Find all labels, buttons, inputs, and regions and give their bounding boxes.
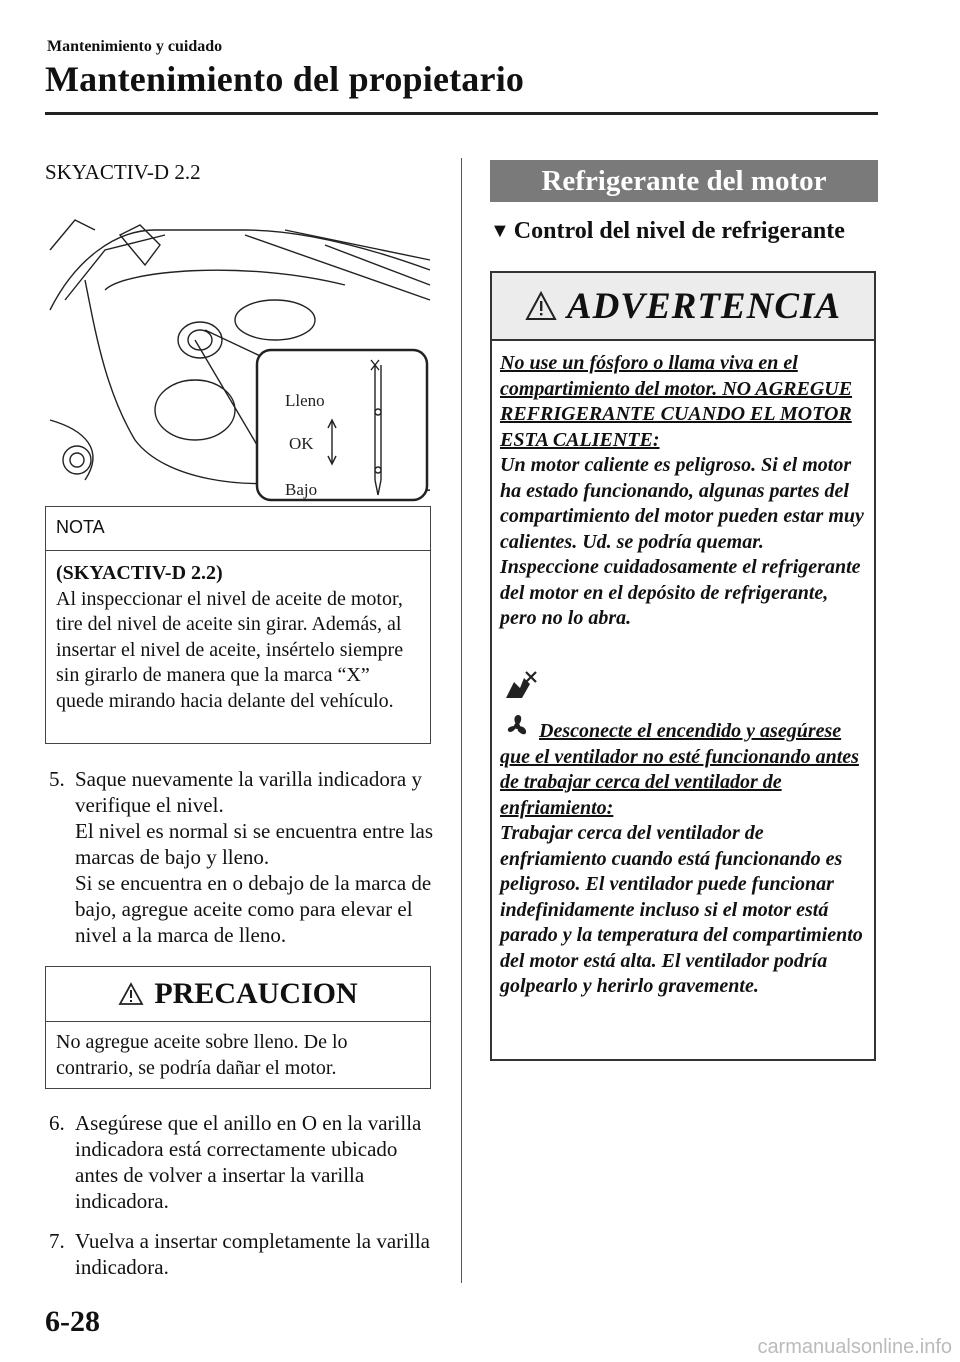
fan-icon: [500, 711, 534, 741]
left-column: [45, 160, 433, 510]
header-rule: [45, 112, 878, 115]
step-7-number: 7.: [49, 1229, 65, 1253]
nota-body: [46, 551, 430, 724]
nota-box: [45, 506, 431, 744]
step-7-text: Vuelva a insertar completamente la varilla indicadora.: [75, 1229, 430, 1279]
bajo-label: Bajo: [285, 480, 318, 499]
section-title-bar: Refrigerante del motor: [490, 160, 878, 202]
ok-label: OK: [289, 434, 314, 453]
triangle-bullet-icon: ▼: [490, 220, 510, 242]
step-5-text-3: Si se encuentra en o debajo de la marca de bajo, agregue aceite como para elevar el nivel a la marca de lleno.: [75, 871, 432, 947]
engine-label: SKYACTIV-D 2.2: [45, 160, 201, 184]
advertencia-p1-heading: No use un fósforo o llama viva en el compartimiento del motor. NO AGREGUE REFRIGERANTE CUANDO EL MOTOR ESTA CALIENTE:: [500, 352, 853, 451]
page-number: 6-28: [45, 1305, 100, 1338]
section-label: Mantenimiento y cuidado: [47, 38, 223, 55]
subsection-heading: [490, 218, 878, 245]
step-6-number: 6.: [49, 1111, 65, 1135]
advertencia-p1-text: Un motor caliente es peligroso. Si el motor ha estado funcionando, algunas partes del compartimiento del motor pueden estar muy calientes. Ud. se podría quemar. Inspeccione cuidadosamente el refrigerante del motor en el depósito de refrigerante, pero no lo abra.: [500, 454, 864, 629]
step-5-text-1: Saque nuevamente la varilla indicadora y verifique el nivel.: [75, 767, 422, 817]
step-5: [45, 766, 435, 948]
advertencia-body: [492, 341, 874, 1010]
step-7: [45, 1228, 435, 1280]
precaucion-title: PRECAUCION: [154, 977, 358, 1010]
advertencia-p2-text: Trabajar cerca del ventilador de enfriamiento cuando está funcionando es peligroso. El ventilador puede funcionar indefinidamente incluso si el motor está parado y la temperatura del compartimiento del motor está alta. El ventilador podría golpearlo y herirlo gravemente.: [500, 822, 863, 997]
precaucion-text: No agregue aceite sobre lleno. De lo contrario, se podría dañar el motor.: [56, 1031, 348, 1079]
warning-triangle-icon: [118, 982, 144, 1006]
engine-illustration: [45, 190, 433, 510]
fan-warning-block: [500, 668, 866, 1000]
step-5-number: 5.: [49, 767, 65, 791]
dipstick-figure: [45, 190, 433, 510]
watermark: carmanualsonline.info: [757, 1336, 952, 1358]
nota-text: Al inspeccionar el nivel de aceite de motor, tire del nivel de aceite sin girar. Además, al insertar el nivel de aceite, insértelo siempre sin girarlo de manera que la marca “X” quede mirando hacia delante del vehículo.: [56, 587, 404, 712]
nota-title: NOTA: [46, 507, 430, 551]
step-6-text: Asegúrese que el anillo en O en la varilla indicadora está correctamente ubicado antes de volver a insertar la varilla indicadora.: [75, 1111, 422, 1213]
column-divider: [461, 158, 462, 1283]
advertencia-title: ADVERTENCIA: [566, 285, 842, 327]
step-6: [45, 1110, 435, 1214]
subsection-title: Control del nivel de refrigerante: [513, 218, 845, 244]
lleno-label: Lleno: [285, 391, 325, 410]
right-column: [490, 160, 878, 245]
nota-sub: (SKYACTIV-D 2.2): [56, 562, 223, 584]
precaucion-header: [46, 967, 430, 1022]
advertencia-header: [492, 273, 874, 341]
step-5-text-2: El nivel es normal si se encuentra entre las marcas de bajo y lleno.: [75, 819, 434, 869]
advertencia-p2-heading: Desconecte el encendido y asegúrese que el ventilador no esté funcionando antes de trabajar cerca del ventilador de enfriamiento:: [500, 720, 859, 819]
no-hands-fan-icon: [500, 668, 540, 704]
page-title: Mantenimiento del propietario: [45, 59, 525, 99]
warning-triangle-icon: [525, 291, 557, 321]
advertencia-box: [490, 271, 876, 1061]
precaucion-box: [45, 966, 431, 1089]
